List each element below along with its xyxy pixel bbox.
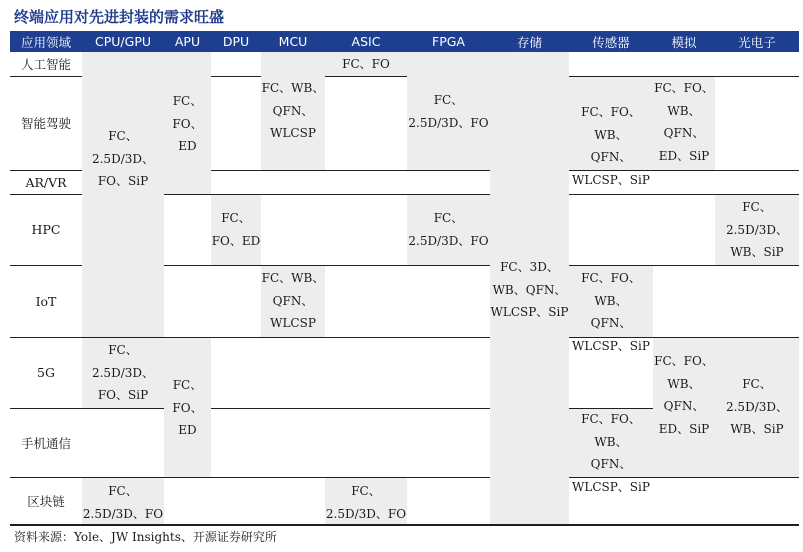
row-label-hpc: HPC bbox=[31, 222, 61, 237]
row-line-1-dpu bbox=[211, 76, 261, 77]
page-title: 终端应用对先进封装的需求旺盛 bbox=[14, 8, 225, 26]
row-line-2-mid bbox=[211, 170, 490, 171]
row-line-1-asic bbox=[325, 76, 407, 77]
header-dpu: DPU bbox=[211, 31, 261, 52]
text-dpu-hpc: FC、 FO、ED bbox=[211, 211, 261, 248]
row-line-4-mid bbox=[164, 265, 490, 266]
text-opto-hpc: FC、 2.5D/3D、 WB、SiP bbox=[725, 200, 788, 259]
header-cpu-gpu: CPU/GPU bbox=[82, 31, 164, 52]
text-fpga-drive: FC、 2.5D/3D、FO bbox=[408, 93, 489, 130]
row-line-3-right bbox=[569, 194, 799, 195]
text-opto-bottom: FC、 2.5D/3D、 WB、SiP bbox=[725, 377, 788, 436]
row-line-3-mid bbox=[164, 194, 490, 195]
header-mcu: MCU bbox=[261, 31, 325, 52]
row-label-ar-vr: AR/VR bbox=[25, 174, 67, 190]
header-fpga: FPGA bbox=[407, 31, 490, 52]
header-application: 应用领域 bbox=[10, 31, 82, 52]
header-optoelectronics: 光电子 bbox=[715, 31, 799, 52]
text-cpu-top: FC、 2.5D/3D、 FO、SiP bbox=[91, 129, 154, 188]
text-fpga-hpc: FC、 2.5D/3D、FO bbox=[408, 211, 489, 248]
text-mcu-iot: FC、WB、 QFN、 WLCSP bbox=[261, 271, 325, 330]
text-sensor-phone: FC、FO、WB、 QFN、 WLCSP、SiP bbox=[572, 412, 650, 494]
text-storage: FC、3D、 WB、QFN、 WLCSP、SiP bbox=[490, 260, 569, 319]
row-label-blockchain: 区块链 bbox=[27, 493, 65, 509]
source-note: 资料来源：Yole、JW Insights、开源证券研究所 bbox=[14, 530, 277, 544]
header-storage: 存储 bbox=[490, 31, 569, 52]
row-line-4-right bbox=[569, 265, 799, 266]
header-analog: 模拟 bbox=[653, 31, 715, 52]
text-analog-drive: FC、FO、 WB、 QFN、 ED、SiP bbox=[654, 81, 714, 163]
header-sensor: 传感器 bbox=[569, 31, 653, 52]
text-mcu-drive: FC、WB、 QFN、 WLCSP bbox=[261, 81, 325, 140]
text-cpu-chain: FC、 2.5D/3D、FO bbox=[82, 484, 164, 521]
cell-cpu-top bbox=[82, 52, 164, 337]
demand-table bbox=[10, 31, 799, 524]
text-asic-ai: FC、FO bbox=[342, 57, 390, 71]
text-apu-top: FC、 FO、 ED bbox=[172, 94, 203, 153]
row-line-7-left bbox=[10, 477, 490, 478]
row-label-mobile: 手机通信 bbox=[20, 435, 71, 451]
text-analog-bottom: FC、FO、 WB、 QFN、 ED、SiP bbox=[654, 354, 714, 436]
row-line-6-mid bbox=[211, 408, 490, 409]
text-asic-chain: FC、 2.5D/3D、FO bbox=[325, 484, 407, 521]
row-label-autonomous-driving: 智能驾驶 bbox=[20, 116, 71, 131]
header-apu: APU bbox=[164, 31, 211, 52]
text-apu-bottom: FC、 FO、 ED bbox=[172, 378, 203, 437]
row-line-5-b bbox=[164, 337, 490, 338]
text-cpu-5g: FC、 2.5D/3D、 FO、SiP bbox=[91, 343, 154, 402]
text-sensor-iot: FC、FO、WB、 QFN、 WLCSP、SiP bbox=[572, 271, 650, 353]
text-sensor-drive: FC、FO、WB、 QFN、 WLCSP、SiP bbox=[572, 105, 650, 187]
row-label-iot: IoT bbox=[35, 293, 57, 309]
row-label-ai: 人工智能 bbox=[20, 57, 71, 72]
row-label-5g: 5G bbox=[37, 365, 55, 380]
header-asic: ASIC bbox=[325, 31, 407, 52]
